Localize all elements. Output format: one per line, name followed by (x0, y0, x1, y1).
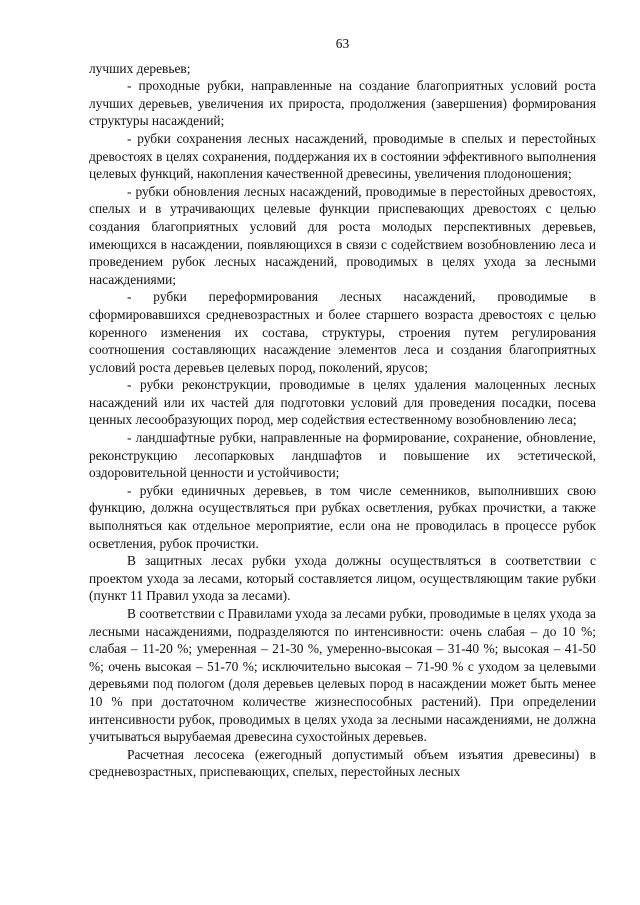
paragraph-reconstruction-cuttings: - рубки реконструкции, проводимые в целях удаления малоценных лесных насаждений или их частей для подготовки условий для проведения посадки, посева ценных лесообразующих пород, мер содействия естественному возобновлению леса; (89, 377, 596, 428)
paragraph-estimated-cutting-area: Расчетная лесосека (ежегодный допустимый объем изъятия древесины) в средневозрастных, приспевающих, спелых, перестойных лесных (89, 746, 596, 780)
document-page (89, 35, 596, 781)
paragraph-preservation-cuttings: - рубки сохранения лесных насаждений, проводимые в спелых и перестойных древостоях в целях сохранения, поддержания их в состоянии эффективного выполнения целевых функций, накопления качественной древесины, увеличения плодоношения; (89, 130, 596, 182)
paragraph-single-tree-cuttings: - рубки единичных деревьев, в том числе семенников, выполнивших свою функцию, должна осуществляться при рубках осветления, рубках прочистки, а также выполняться как отдельное мероприятие, если она не проводилась в процессе рубок осветления, рубок прочистки. (89, 482, 596, 551)
paragraph-landscape-cuttings: - ландшафтные рубки, направленные на формирование, сохранение, обновление, реконструкцию лесопарковых ландшафтов и повышение их эстетической, оздоровительной ценности и устойчивости; (89, 430, 596, 481)
paragraph-continuation: лучших деревьев; (89, 60, 191, 76)
paragraph-intensity: В соответствии с Правилами ухода за лесами рубки, проводимые в целях ухода за лесными насаждениями, подразделяются по интенсивности: очень слабая – до 10 %; слабая – 11-20 %; умеренная – 21-30 %, умеренно-высокая – 31-40 %; высокая – 41-50 %; очень высокая – 51-70 %; исключительно высокая – 71-90 % с уходом за целевыми деревьями под пологом (доля деревьев целевых пород в насаждении может быть менее 10 % при достаточном количестве жизнеспособных растений). При определении интенсивности рубок, проводимых в целях ухода за лесными насаждениями, не должна учитываться вырубаемая древесина сухостойных деревьев. (89, 606, 596, 745)
paragraph-protective-forests: В защитных лесах рубки ухода должны осуществляться в соответствии с проектом ухода за лесами, который составляется лицом, осуществляющим такие рубки (пункт 11 Правил ухода за лесами). (89, 553, 596, 604)
paragraph-thinning-cuttings: - проходные рубки, направленные на создание благоприятных условий роста лучших деревьев, увеличения их прироста, продолжения (завершения) формирования структуры насаждений; (89, 78, 596, 129)
paragraph-renewal-cuttings: - рубки обновления лесных насаждений, проводимые в перестойных древостоях, спелых и в утрачивающих целевые функции приспевающих древостоях с целью создания благоприятных условий для роста молодых перспективных деревьев, имеющихся в насаждении, появляющихся в связи с содействием возобновлению леса и проведением рубок лесных насаждений, проводимых в целях ухода за лесными насаждениями; (89, 183, 596, 287)
page-number: 63 (335, 36, 350, 51)
paragraph-reformation-cuttings: - рубки переформирования лесных насаждений, проводимые в сформировавшихся средневозрастных и более старшего возраста древостоях с целью коренного изменения их состава, структуры, строения путем регулирования соотношения составляющих насаждение элементов леса и создания благоприятных условий роста деревьев целевых пород, поколений, ярусов; (89, 289, 596, 375)
